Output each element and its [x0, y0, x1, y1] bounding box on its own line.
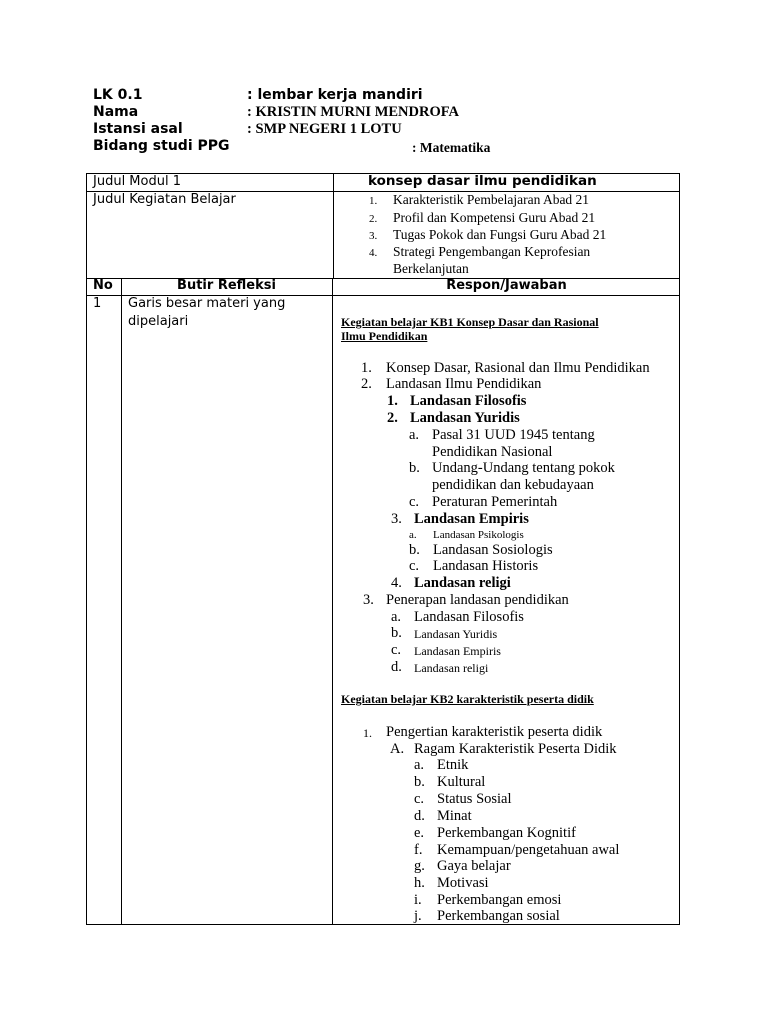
- kb1-item: Landasan Historis: [433, 558, 539, 574]
- nama-value: : KRISTIN MURNI MENDROFA: [247, 104, 459, 120]
- kb1-marker: 2.: [387, 410, 398, 426]
- kb1-marker: c.: [409, 494, 420, 510]
- kb1-marker: 2.: [361, 376, 372, 392]
- bidang-label: Bidang studi PPG: [93, 138, 230, 154]
- judul-modul-label: Judul Modul 1: [93, 174, 181, 189]
- istansi-label: Istansi asal: [93, 121, 183, 137]
- kb1-item: Peraturan Pemerintah: [432, 494, 558, 510]
- kb1-item: Landasan Yuridis: [414, 627, 498, 641]
- kb1-item: Landasan Yuridis: [410, 410, 520, 426]
- kb2-item: Perkembangan Kognitif: [437, 825, 576, 841]
- kegiatan-item-2: Profil dan Kompetensi Guru Abad 21: [393, 210, 596, 225]
- kb2-item: Perkembangan emosi: [437, 892, 562, 908]
- col-no-header: No: [93, 278, 113, 293]
- kb2-item: Etnik: [437, 757, 469, 773]
- kb2-marker: A.: [390, 741, 405, 757]
- kb2-item: Kemampuan/pengetahuan awal: [437, 842, 620, 858]
- kb2-marker: b.: [414, 774, 425, 790]
- kb1-marker: d.: [391, 659, 402, 675]
- kb1-item: Landasan Ilmu Pendidikan: [386, 376, 542, 392]
- row-butir-line2: dipelajari: [128, 314, 189, 329]
- kb2-item: Gaya belajar: [437, 858, 511, 874]
- kb2-marker: j.: [414, 908, 422, 924]
- kb1-marker: b.: [409, 542, 420, 558]
- kegiatan-num-3: 3.: [369, 230, 378, 242]
- kb1-marker: c.: [409, 558, 420, 574]
- kb2-marker: f.: [414, 842, 423, 858]
- kb1-marker: 4.: [391, 575, 402, 591]
- grid-line: [332, 278, 333, 925]
- kb1-item: Landasan religi: [414, 575, 511, 591]
- kb1-marker: 1.: [387, 393, 398, 409]
- kb1-item: Landasan Sosiologis: [433, 542, 553, 558]
- kb1-title-line2: Ilmu Pendidikan: [341, 329, 428, 343]
- kb1-item: Konsep Dasar, Rasional dan Ilmu Pendidikan: [386, 360, 650, 376]
- kb1-item: Landasan Empiris: [414, 511, 529, 527]
- judul-kegiatan-label: Judul Kegiatan Belajar: [93, 192, 236, 207]
- kb1-item: Landasan Filosofis: [414, 609, 524, 625]
- kegiatan-item-3: Tugas Pokok dan Fungsi Guru Abad 21: [393, 227, 607, 242]
- kb2-marker: d.: [414, 808, 425, 824]
- kb2-marker: i.: [414, 892, 422, 908]
- kb2-item: Pengertian karakteristik peserta didik: [386, 724, 603, 740]
- kb1-marker: c.: [391, 642, 402, 658]
- col-respon-header: Respon/Jawaban: [446, 278, 567, 293]
- kb1-item: Undang-Undang tentang pokok: [432, 460, 615, 476]
- grid-line: [333, 174, 334, 191]
- kb1-item: Landasan Psikologis: [433, 529, 524, 541]
- grid-line: [121, 278, 122, 925]
- kb1-marker: b.: [409, 460, 420, 476]
- kegiatan-item-1: Karakteristik Pembelajaran Abad 21: [393, 192, 590, 207]
- kegiatan-num-2: 2.: [369, 213, 378, 225]
- kb2-marker: a.: [414, 757, 425, 773]
- kb1-item: Penerapan landasan pendidikan: [386, 592, 569, 608]
- kegiatan-item-4-cont: Berkelanjutan: [393, 261, 469, 276]
- row-no: 1: [93, 296, 102, 311]
- lk-label: LK 0.1: [93, 87, 143, 103]
- kb1-marker: a.: [409, 529, 417, 541]
- kb1-item: pendidikan dan kebudayaan: [432, 477, 594, 493]
- kb1-item: Landasan Filosofis: [410, 393, 527, 409]
- kb1-item: Pasal 31 UUD 1945 tentang: [432, 427, 595, 443]
- kb2-marker: c.: [414, 791, 425, 807]
- kb2-item: Perkembangan sosial: [437, 908, 560, 924]
- kb1-marker: a.: [391, 609, 402, 625]
- nama-label: Nama: [93, 104, 139, 120]
- kb2-title: Kegiatan belajar KB2 karakteristik peserta didik: [341, 692, 594, 706]
- row-butir-line1: Garis besar materi yang: [128, 296, 286, 311]
- bidang-value: : Matematika: [412, 140, 491, 155]
- kb1-item: Pendidikan Nasional: [432, 444, 553, 460]
- kb1-item: Landasan Empiris: [414, 644, 501, 658]
- kb2-item: Kultural: [437, 774, 486, 790]
- kb2-item: Motivasi: [437, 875, 489, 891]
- istansi-value: : SMP NEGERI 1 LOTU: [247, 121, 402, 137]
- kb1-marker: 3.: [363, 592, 374, 608]
- kb1-marker: a.: [409, 427, 420, 443]
- kb2-item: Minat: [437, 808, 472, 824]
- kb1-marker: b.: [391, 625, 402, 641]
- kb2-marker: g.: [414, 858, 425, 874]
- kb2-marker: h.: [414, 875, 425, 891]
- lk-value: : lembar kerja mandiri: [247, 87, 423, 103]
- kb2-marker: e.: [414, 825, 425, 841]
- kb1-marker: 3.: [391, 511, 402, 527]
- kegiatan-num-1: 1.: [369, 195, 378, 207]
- grid-line: [333, 191, 334, 278]
- kb1-title-line1: Kegiatan belajar KB1 Konsep Dasar dan Rasional: [341, 315, 599, 329]
- kb2-item: Ragam Karakteristik Peserta Didik: [414, 741, 617, 757]
- reflection-table: [86, 173, 680, 925]
- kb1-item: Landasan religi: [414, 661, 489, 675]
- kegiatan-num-4: 4.: [369, 247, 378, 259]
- kb1-marker: 1.: [361, 360, 372, 376]
- kb2-marker: 1.: [363, 726, 372, 740]
- col-butir-header: Butir Refleksi: [177, 278, 276, 293]
- kegiatan-item-4: Strategi Pengembangan Keprofesian: [393, 244, 591, 259]
- kb2-item: Status Sosial: [437, 791, 512, 807]
- judul-modul-value: konsep dasar ilmu pendidikan: [368, 173, 597, 189]
